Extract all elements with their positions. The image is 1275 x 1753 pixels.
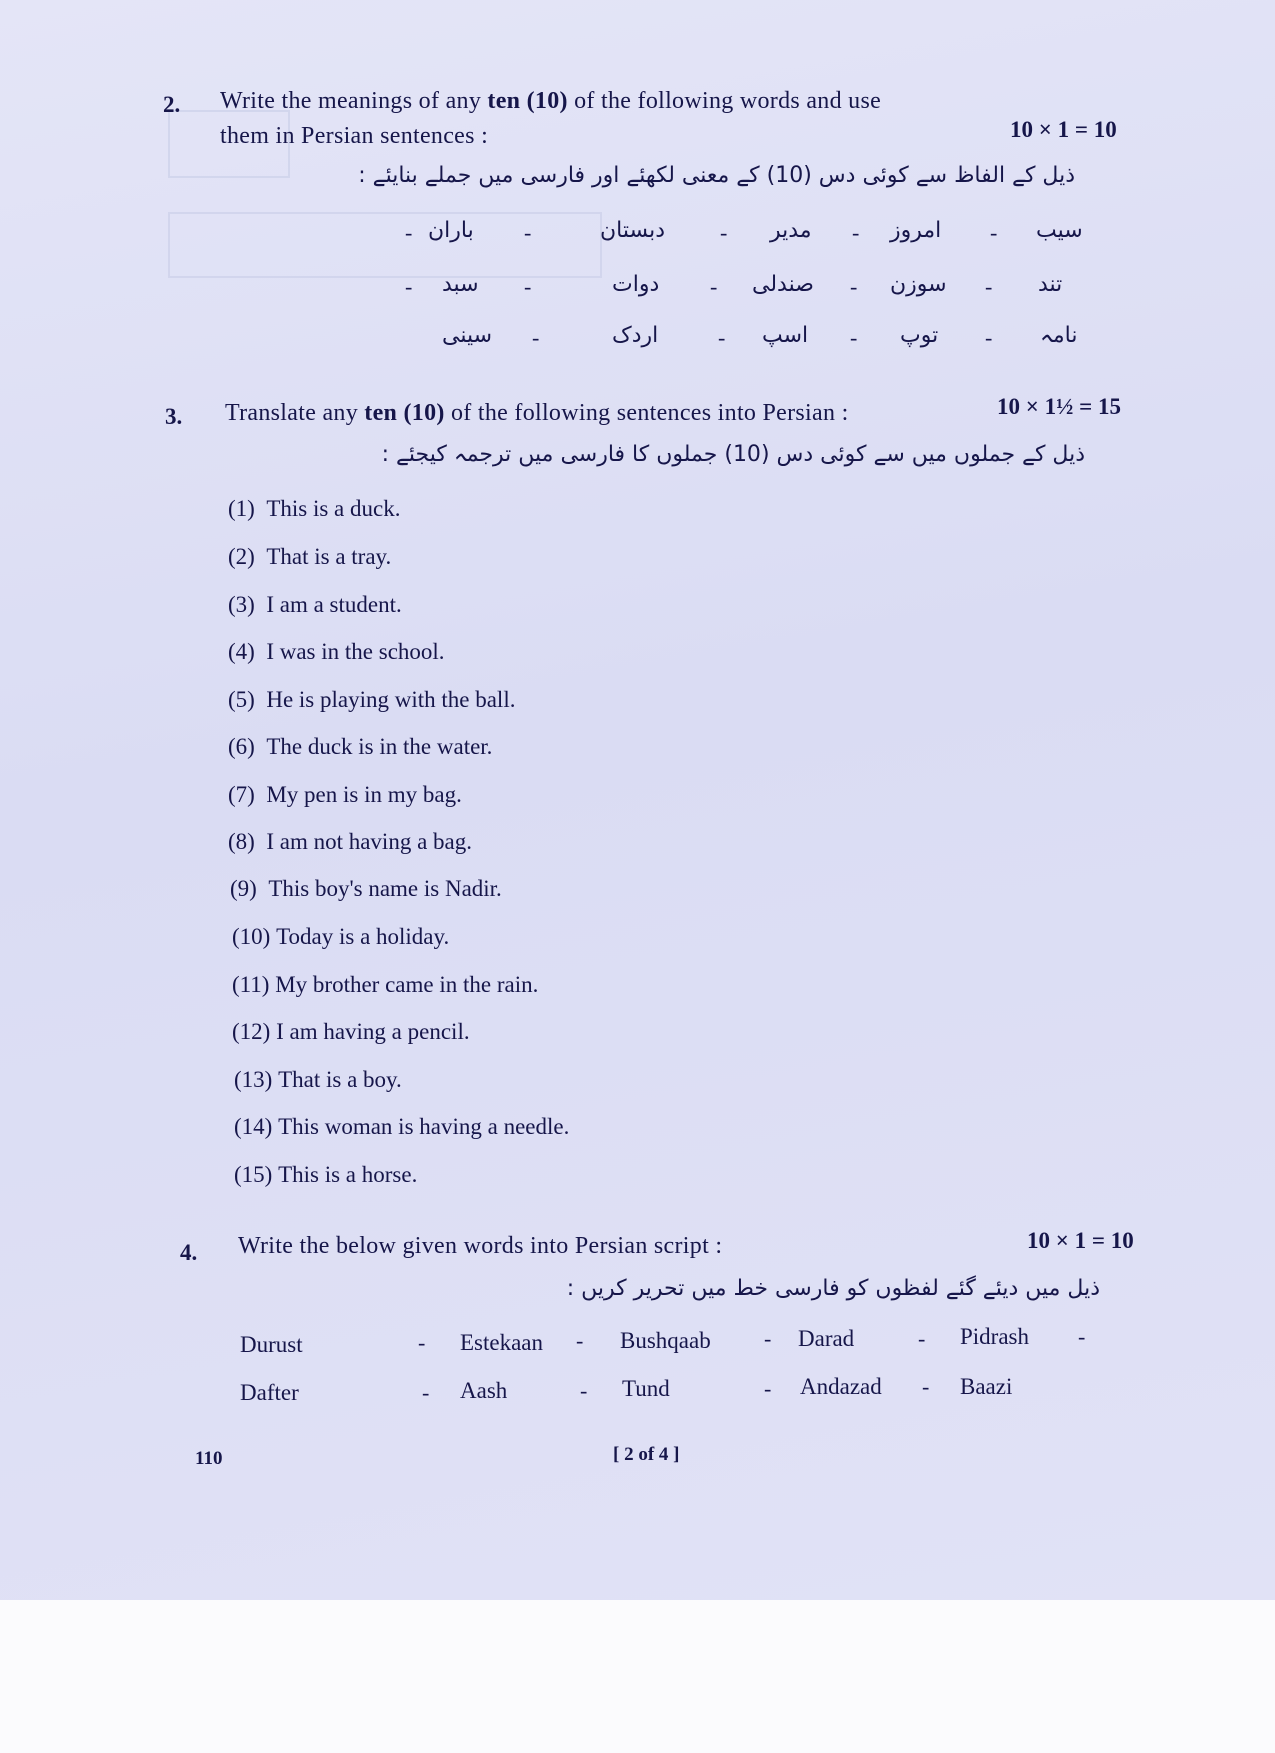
- separator-dash: -: [990, 220, 998, 245]
- q2-word: باران: [428, 218, 474, 243]
- separator-dash: -: [405, 274, 413, 299]
- transliteration-word: Estekaan: [460, 1330, 544, 1355]
- bleed-through-grid: [168, 212, 602, 278]
- transliteration-word: Tund: [622, 1376, 670, 1401]
- separator-dash: -: [764, 1326, 772, 1351]
- q2-word: صندلی: [752, 272, 814, 297]
- q3-number: 3.: [165, 404, 183, 429]
- q2-word: تند: [1038, 272, 1063, 297]
- separator-dash: -: [850, 325, 858, 350]
- separator-dash: -: [764, 1376, 772, 1401]
- sentence-item: (14) This woman is having a needle.: [234, 1114, 570, 1139]
- q2-urdu-instruction: ذیل کے الفاظ سے کوئی دس (10) کے معنی لکھئے اور فارسی میں جملے بنایئے :: [358, 163, 1075, 188]
- separator-dash: -: [720, 220, 728, 245]
- separator-dash: -: [918, 1326, 926, 1351]
- q2-word: مدیر: [770, 218, 812, 243]
- q3-marks: 10 × 1½ = 15: [997, 394, 1121, 419]
- sentence-item: (15) This is a horse.: [234, 1162, 418, 1187]
- separator-dash: -: [532, 325, 540, 350]
- sentence-item: (11) My brother came in the rain.: [232, 972, 539, 997]
- separator-dash: -: [524, 274, 532, 299]
- transliteration-word: Pidrash: [960, 1324, 1029, 1349]
- separator-dash: -: [418, 1330, 426, 1355]
- separator-dash: -: [580, 1378, 588, 1403]
- q2-word: دوات: [612, 272, 660, 297]
- q2-text-line2: them in Persian sentences :: [220, 123, 489, 149]
- sentence-item: (8) I am not having a bag.: [228, 829, 472, 854]
- transliteration-word: Bushqaab: [620, 1328, 711, 1353]
- q2-word: سوزن: [890, 272, 947, 297]
- sentence-item: (5) He is playing with the ball.: [228, 687, 516, 712]
- sentence-item: (4) I was in the school.: [228, 639, 445, 664]
- page-bottom-margin: [0, 1600, 1275, 1753]
- q2-word: توپ: [900, 323, 939, 348]
- paper-code: 110: [195, 1448, 223, 1469]
- q2-word: اسپ: [762, 323, 809, 348]
- separator-dash: -: [985, 274, 993, 299]
- transliteration-word: Aash: [460, 1378, 508, 1403]
- sentence-item: (1) This is a duck.: [228, 496, 401, 521]
- q2-word: سیب: [1036, 218, 1083, 243]
- separator-dash: -: [405, 220, 413, 245]
- separator-dash: -: [850, 274, 858, 299]
- separator-dash: -: [422, 1380, 430, 1405]
- q3-urdu-instruction: ذیل کے جملوں میں سے کوئی دس (10) جملوں کا فارسی میں ترجمہ کیجئے :: [381, 442, 1085, 467]
- transliteration-word: Baazi: [960, 1374, 1013, 1399]
- q4-marks: 10 × 1 = 10: [1027, 1228, 1134, 1253]
- q2-word: اردک: [612, 323, 659, 348]
- q2-word: سبد: [442, 272, 479, 297]
- page-indicator: [ 2 of 4 ]: [613, 1444, 680, 1465]
- q4-urdu-instruction: ذیل میں دیئے گئے لفظوں کو فارسی خط میں تحریر کریں :: [566, 1276, 1100, 1301]
- separator-dash: -: [922, 1374, 930, 1399]
- sentence-item: (7) My pen is in my bag.: [228, 782, 462, 807]
- separator-dash: -: [852, 220, 860, 245]
- separator-dash: -: [1078, 1324, 1086, 1349]
- transliteration-word: Dafter: [240, 1380, 299, 1405]
- transliteration-word: Durust: [240, 1332, 303, 1357]
- separator-dash: -: [524, 220, 532, 245]
- separator-dash: -: [985, 325, 993, 350]
- separator-dash: -: [718, 325, 726, 350]
- q2-word: دبستان: [600, 218, 666, 243]
- transliteration-word: Andazad: [800, 1374, 882, 1399]
- q2-marks: 10 × 1 = 10: [1010, 117, 1117, 142]
- q2-number: 2.: [163, 92, 181, 117]
- sentence-item: (3) I am a student.: [228, 592, 402, 617]
- sentence-item: (10) Today is a holiday.: [232, 924, 450, 949]
- separator-dash: -: [576, 1328, 584, 1353]
- q2-word: امروز: [890, 218, 942, 243]
- q2-word: نامہ: [1040, 323, 1078, 348]
- sentence-item: (13) That is a boy.: [234, 1067, 402, 1092]
- q4-text: Write the below given words into Persian script :: [238, 1233, 723, 1259]
- q4-number: 4.: [180, 1240, 198, 1265]
- q3-text: Translate any ten (10) of the following sentences into Persian :: [225, 400, 849, 426]
- transliteration-word: Darad: [798, 1326, 855, 1351]
- sentence-item: (2) That is a tray.: [228, 544, 392, 569]
- sentence-item: (12) I am having a pencil.: [232, 1019, 470, 1044]
- q2-text-line1: Write the meanings of any ten (10) of the following words and use: [220, 88, 882, 114]
- separator-dash: -: [710, 274, 718, 299]
- q2-word: سینی: [442, 323, 493, 348]
- sentence-item: (6) The duck is in the water.: [228, 734, 493, 759]
- sentence-item: (9) This boy's name is Nadir.: [230, 876, 502, 901]
